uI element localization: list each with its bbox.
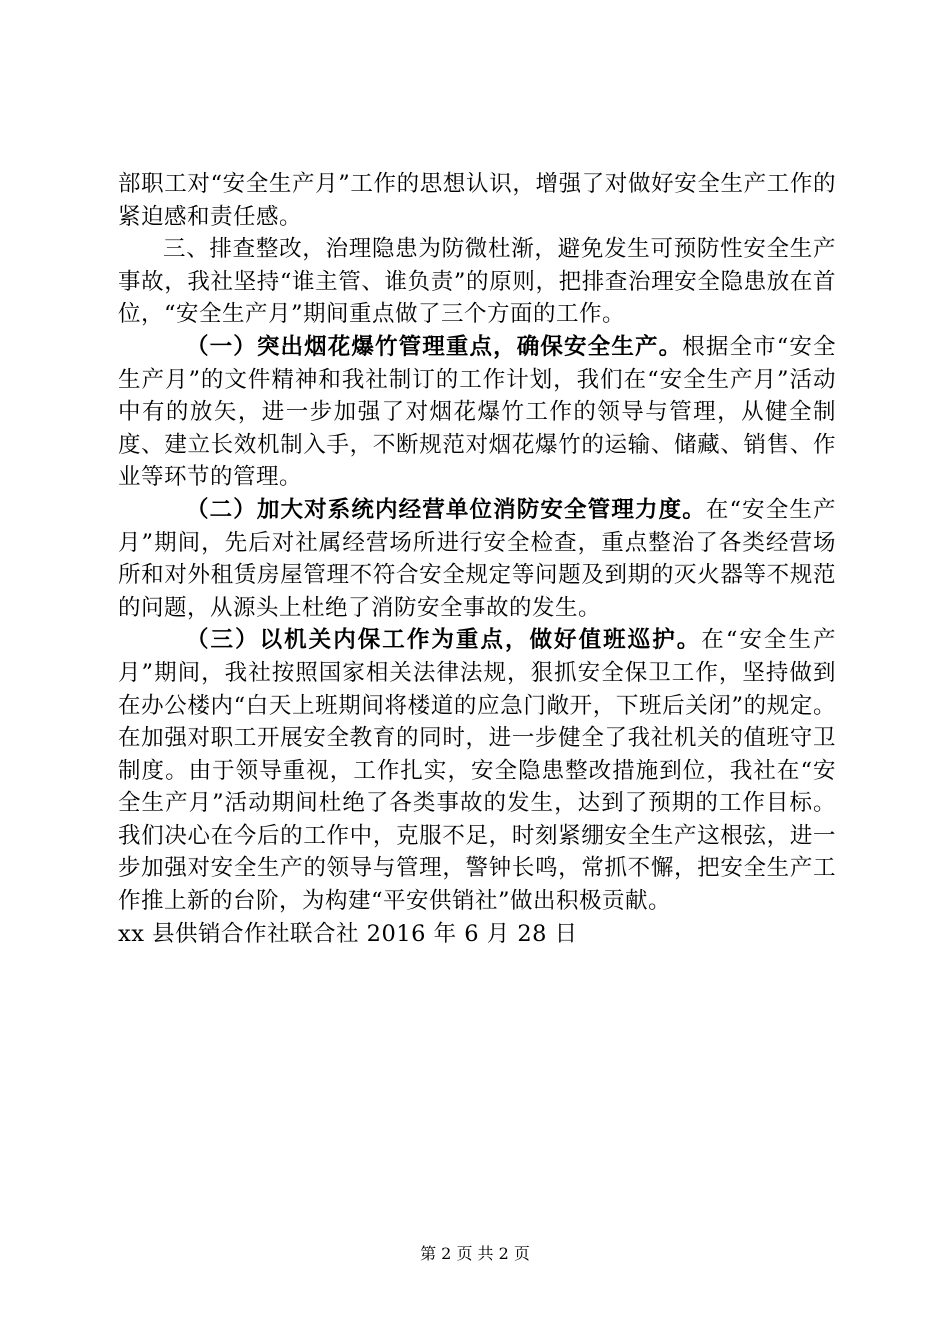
paragraph-text: 为防微杜渐，避免发生可预防性安全生产事故，我社坚持“谁主管、谁负责”的原则，把排查治理安全隐患放在首位，“安全生产月”期间重点做了三个方面的工作。 (118, 236, 836, 328)
paragraph-continuation (118, 168, 836, 233)
paragraph-item-2 (118, 494, 836, 624)
section-heading: 三、排查整改，治理隐患 (163, 236, 419, 263)
item-heading: （二）加大对系统内经营单位消防安全管理力度。 (186, 496, 706, 523)
item-heading: （一）突出烟花爆竹管理重点，确保安全生产。 (186, 333, 683, 360)
paragraph-item-1 (118, 331, 836, 494)
document-body (118, 168, 836, 950)
signature-line: xx 县供销合作社联合社 2016 年 6 月 28 日 (118, 920, 578, 947)
paragraph-item-3 (118, 624, 836, 917)
paragraph-text: 根据全市“安全生产月”的文件精神和我社制订的工作计划，我们在“安全生产月”活动中有的放矢，进一步加强了对烟花爆竹工作的领导与管理，从健全制度、建立长效机制入手，不断规范对烟花爆竹的运输、储藏、销售、作业等环节的管理。 (118, 333, 836, 491)
paragraph-section-3 (118, 233, 836, 331)
paragraph-text: 在“安全生产月”期间，先后对社属经营场所进行安全检查，重点整治了各类经营场所和对外租赁房屋管理不符合安全规定等问题及到期的灭火器等不规范的问题，从源头上杜绝了消防安全事故的发生。 (118, 496, 836, 621)
page-footer: 第 2 页 共 2 页 (420, 1244, 530, 1263)
paragraph-text: 部职工对“安全生产月”工作的思想认识，增强了对做好安全生产工作的紧迫感和责任感。 (118, 171, 836, 230)
paragraph-text: 在“安全生产月”期间，我社按照国家相关法律法规，狠抓安全保卫工作，坚持做到在办公楼内“白天上班期间将楼道的应急门敞开，下班后关闭”的规定。在加强对职工开展安全教育的同时，进一步健全了我社机关的值班守卫制度。由于领导重视，工作扎实，安全隐患整改措施到位，我社在“安全生产月”活动期间杜绝了各类事故的发生，达到了预期的工作目标。我们决心在今后的工作中，克服不足，时刻紧绷安全生产这根弦，进一步加强对安全生产的领导与管理，警钟长鸣，常抓不懈，把安全生产工作推上新的台阶，为构建“平安供销社”做出积极贡献。 (118, 627, 836, 915)
item-heading: （三）以机关内保工作为重点，做好值班巡护。 (186, 627, 702, 654)
